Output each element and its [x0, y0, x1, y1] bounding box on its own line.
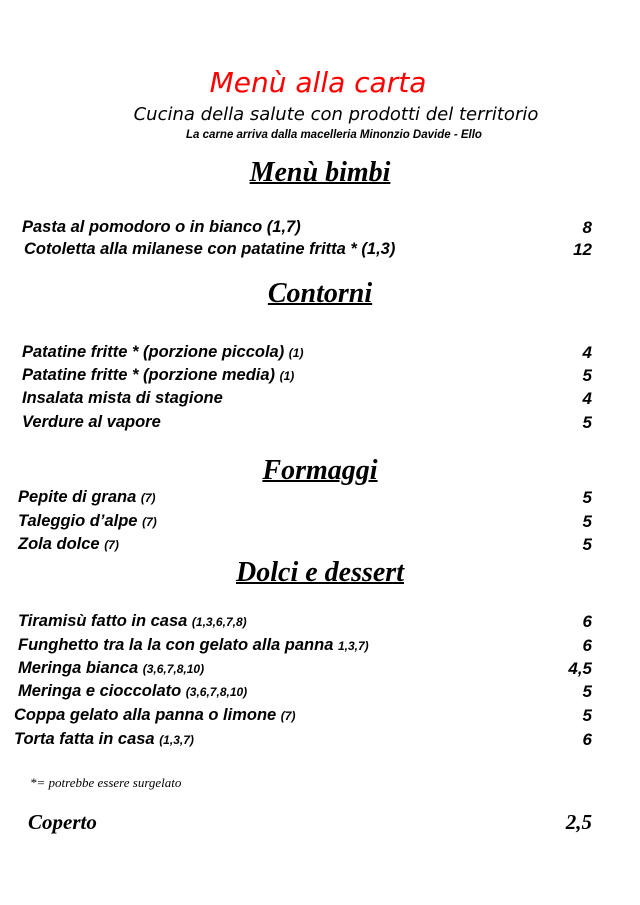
menu-item	[14, 706, 295, 725]
section-title: Menù bimbi	[249, 157, 391, 188]
item-name: Meringa bianca	[18, 659, 143, 677]
item-name: Patatine fritte * (porzione media)	[22, 366, 280, 384]
item-name: Funghetto tra la la con gelato alla panna	[18, 636, 338, 654]
item-allergens: (1,3,6,7,8)	[191, 615, 247, 629]
item-allergens: (7)	[142, 515, 157, 529]
menu-item	[18, 488, 156, 507]
menu-item	[22, 389, 223, 408]
item-name: Patatine fritte * (porzione piccola)	[22, 343, 289, 361]
item-allergens: (3,6,7,8,10)	[185, 685, 248, 699]
item-allergens: (7)	[280, 709, 296, 723]
section-title: Formaggi	[262, 455, 378, 486]
item-allergens: 1,3,7)	[337, 639, 369, 653]
item-allergens: (7)	[104, 538, 119, 552]
menu-item	[18, 659, 204, 678]
item-price: 5	[582, 413, 592, 432]
item-allergens: (1)	[279, 369, 295, 383]
item-name: Zola dolce	[18, 535, 105, 553]
item-allergens: (3,6,7,8,10)	[142, 662, 205, 676]
item-allergens: (7)	[140, 491, 156, 505]
menu-subtitle: Cucina della salute con prodotti del territorio	[133, 104, 539, 125]
item-name: Cotoletta alla milanese con patatine fritta * (1,3)	[24, 240, 396, 258]
item-name: Torta fatta in casa	[14, 730, 160, 748]
menu-item	[18, 612, 247, 631]
item-price: 5	[582, 682, 592, 701]
item-name: Pepite di grana	[18, 488, 141, 506]
butcher-note: La carne arriva dalla macelleria Minonzio Davide - Ello	[186, 129, 482, 141]
item-name: Insalata mista di stagione	[22, 389, 223, 407]
item-price: 4	[582, 343, 592, 362]
item-price: 8	[582, 218, 592, 237]
item-allergens: (1)	[288, 346, 304, 360]
menu-item	[24, 240, 395, 259]
section-title: Dolci e dessert	[236, 557, 404, 588]
item-price: 5	[582, 535, 592, 554]
item-name: Verdure al vapore	[22, 413, 161, 431]
item-price: 6	[582, 636, 592, 655]
menu-title: Menù alla carta	[209, 66, 427, 99]
item-allergens: (1,3,7)	[159, 733, 194, 747]
item-price: 4	[582, 389, 592, 408]
item-name: Tiramisù fatto in casa	[18, 612, 192, 630]
menu-item	[18, 535, 119, 554]
item-name: Taleggio d’alpe	[18, 512, 143, 530]
item-price: 5	[582, 706, 592, 725]
menu-item	[22, 343, 303, 362]
menu-item	[22, 366, 294, 385]
menu-item	[14, 730, 194, 749]
item-price: 5	[582, 488, 592, 507]
menu-item	[22, 218, 301, 237]
item-price: 4,5	[568, 659, 592, 678]
footnote: *= potrebbe essere surgelato	[30, 775, 182, 790]
item-name: Coppa gelato alla panna o limone	[14, 706, 281, 724]
coperto-price: 2,5	[565, 810, 592, 834]
item-price: 12	[573, 240, 592, 259]
menu-item	[18, 636, 369, 655]
item-name: Meringa e cioccolato	[18, 682, 186, 700]
item-price: 5	[582, 512, 592, 531]
menu-item	[18, 512, 157, 531]
menu-item	[22, 413, 161, 432]
menu-item	[18, 682, 247, 701]
section-title: Contorni	[267, 278, 373, 309]
item-price: 6	[582, 612, 592, 631]
item-price: 5	[582, 366, 592, 385]
item-name: Pasta al pomodoro o in bianco (1,7)	[22, 218, 301, 236]
coperto-label: Coperto	[28, 810, 97, 834]
item-price: 6	[582, 730, 592, 749]
